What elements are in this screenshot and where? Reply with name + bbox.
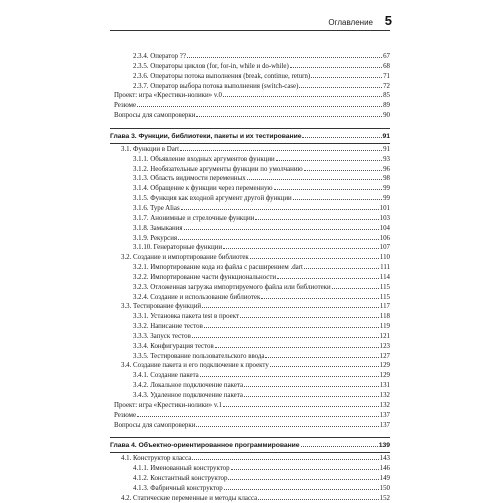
- toc-entry-page: 99: [383, 195, 390, 203]
- toc-entry: [110, 183, 390, 193]
- toc-entry-title: Глава 4. Объектно-ориентированное программирование: [110, 442, 300, 450]
- toc-entry-title: 3.4.2. Локальное подключение пакета: [133, 382, 244, 390]
- toc-entry-title: 3.4.3. Удаленное подключение пакета: [133, 392, 243, 399]
- dot-leader: [274, 183, 383, 190]
- dot-leader: [261, 292, 379, 299]
- toc-entry: [110, 100, 390, 110]
- toc-entry-page: 103: [379, 214, 390, 222]
- dot-leader: [231, 463, 379, 470]
- toc-entry: [110, 242, 390, 252]
- toc-entry-page: 118: [379, 313, 390, 321]
- dot-leader: [224, 483, 379, 490]
- toc-entry-page: 150: [379, 484, 390, 492]
- toc-entry-page: 91: [383, 145, 390, 153]
- toc-entry: [110, 370, 390, 380]
- toc-entry-page: 137: [379, 421, 390, 429]
- toc-entry-title: 4.1.1. Именованный конструктор: [133, 465, 230, 473]
- toc-entry-title: 3.2.1. Импортирование кода из файла с расширением .dart: [133, 264, 303, 272]
- toc-entry-page: 149: [379, 475, 390, 483]
- dot-leader: [137, 410, 379, 417]
- toc-chapter-heading: [110, 437, 390, 453]
- toc-entry: [110, 110, 390, 120]
- toc-entry-page: 127: [379, 352, 390, 360]
- toc-entry: [110, 473, 390, 483]
- toc-entry-title: Вопросы для самопроверки: [114, 112, 196, 120]
- toc-entry-title: 3.3.5. Тестирование пользовательского ввода: [133, 352, 265, 360]
- toc-entry: [110, 173, 390, 183]
- toc-entry: [110, 400, 390, 410]
- toc-entry-page: 107: [379, 244, 390, 252]
- toc-entry: [110, 493, 390, 503]
- toc-entry-title: 3.1.3. Область видимости переменных: [133, 175, 246, 183]
- toc-entry: [110, 321, 390, 331]
- toc-entry-page: 96: [383, 165, 390, 173]
- toc-entry-title: 2.3.6. Операторы потока выполнения (break, continue, return): [133, 72, 311, 80]
- toc-entry-title: Вопросы для самопроверки: [114, 421, 196, 429]
- toc-entry: [110, 380, 390, 390]
- toc-entry-title: 3.3.3. Запуск тестов: [133, 332, 191, 340]
- toc-chapter-heading: [110, 128, 390, 144]
- toc-entry-title: 3.1.6. Type Alias: [133, 204, 180, 212]
- dot-leader: [304, 164, 382, 171]
- toc-entry: [110, 453, 390, 463]
- toc-entry: [110, 331, 390, 341]
- toc-entry: [110, 390, 390, 400]
- page-header: [0, 0, 500, 30]
- toc-entry-page: 111: [380, 264, 390, 272]
- dot-leader: [302, 129, 381, 138]
- toc-entry-page: 106: [379, 234, 390, 242]
- toc-entry-page: 115: [379, 283, 390, 291]
- toc-entry-page: 117: [379, 303, 390, 311]
- dot-leader: [137, 100, 382, 107]
- dot-leader: [311, 71, 382, 78]
- toc-entry-title: 4.2. Статические переменные и методы класса: [121, 494, 258, 502]
- dot-leader: [223, 90, 382, 97]
- dot-leader: [223, 400, 379, 407]
- toc-entry-title: 3.4. Создание пакета и его подключение к проекту: [121, 362, 269, 370]
- dot-leader: [258, 493, 378, 500]
- toc-entry-page: 131: [379, 382, 390, 390]
- toc-entry-title: 3.2.4. Создание и использование библиотек: [133, 293, 261, 301]
- toc-entry-page: 129: [379, 362, 390, 370]
- toc-entry-title: 2.3.4. Оператор ??: [133, 53, 186, 60]
- dot-leader: [332, 282, 379, 289]
- toc-entry-page: 89: [383, 102, 390, 110]
- toc-entry-title: 3.1.10. Генераторные функции: [133, 244, 223, 252]
- toc-entry: [110, 463, 390, 473]
- table-of-contents: [110, 51, 390, 503]
- dot-leader: [301, 438, 378, 447]
- dot-leader: [192, 453, 378, 460]
- dot-leader: [276, 154, 382, 161]
- toc-entry: [110, 351, 390, 361]
- dot-leader: [196, 110, 382, 117]
- toc-entry-title: 4.1.3. Фабричный конструктор: [133, 484, 223, 492]
- toc-entry-page: 132: [379, 392, 390, 399]
- toc-entry: [110, 71, 390, 81]
- toc-entry-page: 91: [382, 132, 390, 140]
- toc-entry: [110, 420, 390, 430]
- toc-entry: [110, 193, 390, 203]
- toc-entry: [110, 51, 390, 61]
- toc-entry: [110, 233, 390, 243]
- dot-leader: [228, 473, 378, 480]
- header-divider: [110, 30, 390, 31]
- toc-entry-page: 152: [379, 494, 390, 502]
- toc-entry-title: 3.1.2. Необязательные аргументы функции по умолчанию: [133, 165, 303, 173]
- toc-entry-page: 93: [383, 155, 390, 163]
- toc-entry-title: 4.1. Конструктор класса: [121, 455, 192, 463]
- toc-entry-title: 3.3.1. Установка пакета test в проект: [133, 313, 240, 321]
- dot-leader: [293, 193, 382, 200]
- dot-leader: [247, 173, 382, 180]
- toc-entry-title: 4.1.2. Константный конструктор: [133, 475, 228, 483]
- toc-entry-title: 3.4.1. Создание пакета: [133, 372, 199, 380]
- toc-entry: [110, 272, 390, 282]
- dot-leader: [270, 360, 379, 367]
- dot-leader: [204, 321, 379, 328]
- toc-entry-page: 119: [379, 323, 390, 331]
- toc-entry-title: 3.2. Создание и импортирование библиотек: [121, 254, 249, 262]
- dot-leader: [178, 233, 379, 240]
- toc-entry-title: Проект: игра «Крестики-нолики» v.0: [114, 92, 222, 100]
- toc-entry-title: 2.3.7. Оператор выбора потока выполнения (switch-case): [133, 82, 299, 90]
- toc-entry: [110, 81, 390, 91]
- toc-entry-page: 146: [379, 465, 390, 473]
- toc-entry: [110, 301, 390, 311]
- toc-entry-title: 3.3. Тестирование функций: [121, 303, 202, 311]
- dot-leader: [181, 203, 379, 210]
- dot-leader: [240, 311, 379, 318]
- dot-leader: [187, 51, 382, 58]
- toc-entry: [110, 164, 390, 174]
- toc-entry: [110, 410, 390, 420]
- toc-entry-title: 2.3.5. Операторы циклов (for, for-in, while и do-while): [133, 62, 289, 70]
- toc-entry-page: 85: [383, 92, 390, 100]
- toc-entry-title: 3.1. Функции в Dart: [121, 145, 179, 153]
- toc-entry: [110, 90, 390, 100]
- toc-entry-page: 101: [379, 204, 390, 212]
- toc-entry-page: 115: [379, 293, 390, 301]
- toc-entry: [110, 144, 390, 154]
- toc-entry-title: 3.1.5. Функция как входной аргумент другой функции: [133, 195, 292, 203]
- toc-entry-title: Резюме: [114, 102, 137, 110]
- dot-leader: [265, 351, 378, 358]
- toc-entry-page: 90: [383, 112, 390, 120]
- toc-entry-page: 68: [383, 62, 390, 70]
- dot-leader: [202, 301, 379, 308]
- toc-entry: [110, 262, 390, 272]
- dot-leader: [223, 242, 379, 249]
- toc-entry-page: 123: [379, 342, 390, 350]
- dot-leader: [215, 341, 379, 348]
- toc-entry: [110, 282, 390, 292]
- toc-entry-title: 3.2.2. Импортирование части функциональности: [133, 273, 277, 281]
- toc-entry: [110, 252, 390, 262]
- dot-leader: [255, 213, 378, 220]
- toc-entry: [110, 203, 390, 213]
- toc-entry-title: 3.1.9. Рекурсия: [133, 234, 178, 242]
- toc-entry-page: 114: [379, 273, 390, 281]
- toc-entry: [110, 154, 390, 164]
- toc-entry-page: 104: [379, 224, 390, 232]
- dot-leader: [244, 380, 379, 387]
- toc-entry-page: 99: [383, 185, 390, 193]
- dot-leader: [184, 223, 379, 230]
- toc-entry: [110, 341, 390, 351]
- dot-leader: [244, 390, 379, 397]
- page-number: 5: [384, 13, 392, 28]
- toc-entry-title: 3.2.3. Отложенная загрузка импортируемого файла или библиотеки: [133, 283, 331, 291]
- dot-leader: [192, 331, 379, 338]
- toc-entry-title: 3.1.1. Объявление входных аргументов функции: [133, 155, 275, 163]
- running-title: Оглавление: [328, 18, 373, 27]
- dot-leader: [299, 81, 382, 88]
- toc-entry-page: 98: [383, 175, 390, 183]
- toc-entry-title: 3.1.8. Замыкания: [133, 224, 183, 232]
- dot-leader: [304, 262, 379, 269]
- toc-entry: [110, 360, 390, 370]
- toc-entry-title: Проект: игра «Крестики-нолики» v.1: [114, 401, 222, 409]
- dot-leader: [200, 370, 379, 377]
- toc-entry-page: 71: [383, 72, 390, 80]
- toc-entry-page: 132: [379, 401, 390, 409]
- dot-leader: [290, 61, 382, 68]
- toc-entry-page: 139: [378, 442, 390, 450]
- toc-entry-page: 129: [379, 372, 390, 380]
- toc-entry: [110, 61, 390, 71]
- toc-entry-page: 137: [379, 411, 390, 419]
- toc-entry-page: 121: [379, 332, 390, 340]
- toc-entry: [110, 292, 390, 302]
- dot-leader: [196, 420, 378, 427]
- toc-entry-title: 3.3.2. Написание тестов: [133, 323, 203, 331]
- toc-entry-title: Глава 3. Функции, библиотеки, пакеты и их тестирование: [110, 132, 302, 140]
- toc-entry: [110, 223, 390, 233]
- toc-entry-title: 3.3.4. Конфигурация тестов: [133, 342, 214, 350]
- toc-entry-title: Резюме: [114, 411, 137, 419]
- toc-entry-title: 3.1.7. Анонимные и стрелочные функции: [133, 214, 255, 222]
- toc-entry: [110, 483, 390, 493]
- dot-leader: [277, 272, 379, 279]
- dot-leader: [180, 144, 382, 151]
- toc-entry: [110, 213, 390, 223]
- toc-entry-page: 143: [379, 455, 390, 463]
- toc-entry-page: 110: [379, 254, 390, 262]
- toc-entry-page: 72: [383, 82, 390, 90]
- toc-entry: [110, 311, 390, 321]
- toc-entry-title: 3.1.4. Обращение к функции через переменную: [133, 185, 273, 193]
- toc-entry-page: 67: [383, 53, 390, 60]
- dot-leader: [250, 252, 379, 259]
